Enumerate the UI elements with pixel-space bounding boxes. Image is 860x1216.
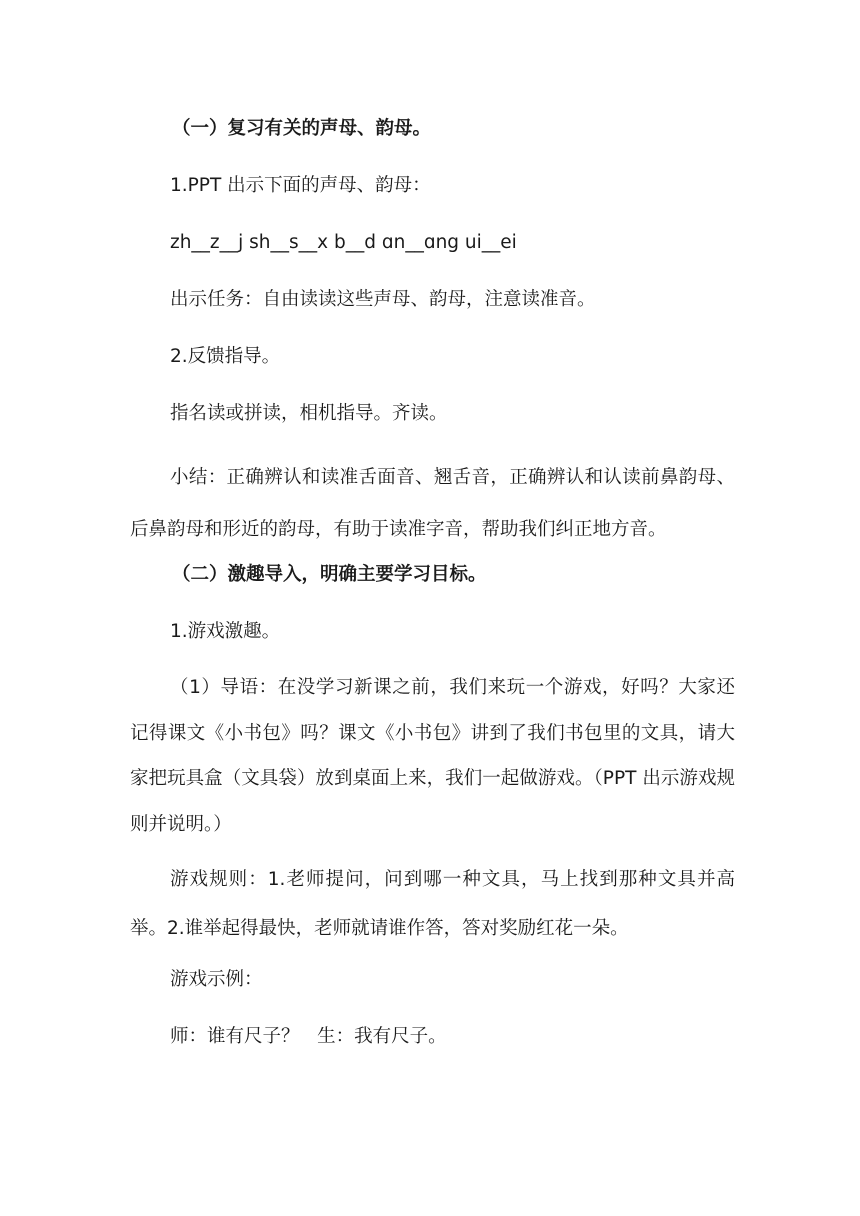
section-heading-2: （二）激趣导入，明确主要学习目标。 xyxy=(172,564,487,585)
paragraph-feedback: 2.反馈指导。 xyxy=(170,346,281,367)
paragraph-game-rules: 游戏规则：1.老师提问，问到哪一种文具，马上找到那种文具并高举。2.谁举起得最快，老师就请谁作答，答对奖励红花一朵。 xyxy=(130,869,735,939)
section-heading-1: （一）复习有关的声母、韵母。 xyxy=(172,118,432,139)
paragraph-dialogue: 师：谁有尺子？ 生：我有尺子。 xyxy=(170,1026,447,1047)
paragraph-reading: 指名读或拼读，相机指导。齐读。 xyxy=(170,403,448,424)
paragraph-task: 出示任务：自由读读这些声母、韵母，注意读准音。 xyxy=(170,289,596,310)
paragraph-game-intro: 1.游戏激趣。 xyxy=(170,621,281,642)
paragraph-lead-in: （1）导语：在没学习新课之前，我们来玩一个游戏，好吗？大家还记得课文《小书包》吗？课文《小书包》讲到了我们书包里的文具，请大家把玩具盒（文具袋）放到桌面上来，我们一起做游戏。（PPT 出示游戏规则并说明。） xyxy=(130,677,735,835)
paragraph-pinyin-list: zh__z__j sh__s__x b__d ɑn__ɑng ui__ei xyxy=(170,232,517,253)
paragraph-game-example: 游戏示例： xyxy=(170,969,263,990)
paragraph-ppt-intro: 1.PPT 出示下面的声母、韵母： xyxy=(170,175,431,196)
paragraph-summary: 小结：正确辨认和读准舌面音、翘舌音，正确辨认和认读前鼻韵母、后鼻韵母和形近的韵母，有助于读准字音，帮助我们纠正地方音。 xyxy=(130,467,735,540)
